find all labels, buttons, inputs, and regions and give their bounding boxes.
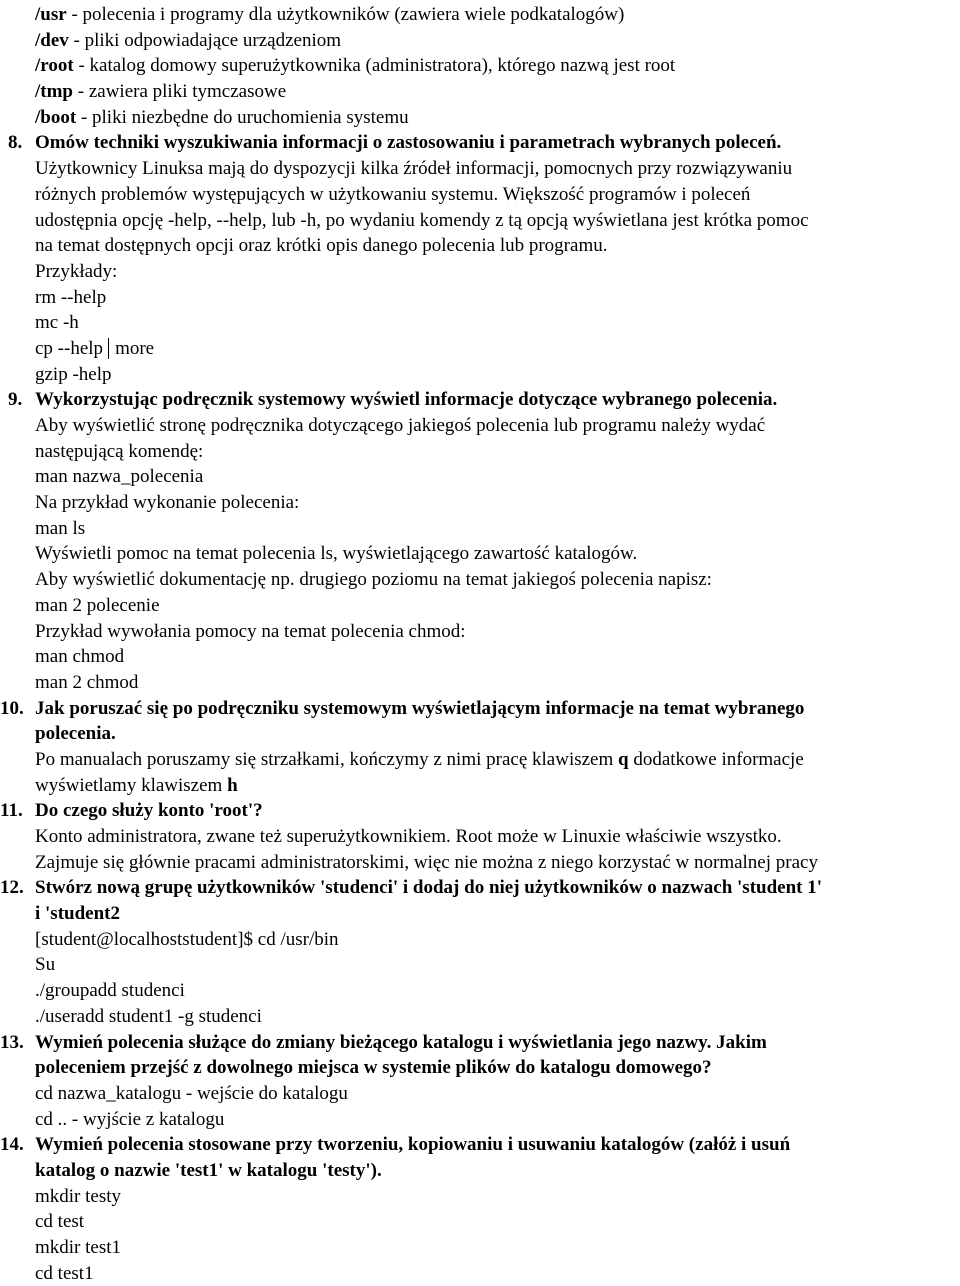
answer-line: różnych problemów występujących w użytkowaniu systemu. Większość programów i poleceń (35, 183, 751, 205)
answer-line: na temat dostępnych opcji oraz krótki opis danego polecenia lub programu. (35, 235, 608, 257)
command-line: cd test1 (35, 1262, 94, 1284)
answer-line: udostępnia opcję -help, --help, lub -h, po wydaniu komendy z tą opcją wyświetlana jest krótka pomoc (35, 209, 809, 231)
answer-text: dodatkowe informacje (628, 748, 804, 770)
answer-line: następującą komendę: (35, 440, 204, 462)
command-line: man chmod (35, 646, 125, 668)
command-line: ./useradd student1 -g studenci (35, 1005, 262, 1027)
command-line: man nazwa_polecenia (35, 466, 204, 488)
question-number: 10. (0, 697, 24, 719)
answer-line: Wyświetli pomoc na temat polecenia ls, wyświetlającego zawartość katalogów. (35, 543, 638, 565)
question-number: 13. (0, 1031, 24, 1053)
question-14-title (0, 1132, 960, 1158)
question-12-title (0, 875, 960, 901)
command-line: man 2 polecenie (35, 594, 160, 616)
question-11-title (0, 798, 960, 824)
dir-desc: - zawiera pliki tymczasowe (73, 81, 287, 103)
question-13-title (0, 1030, 960, 1056)
answer-line: Przykłady: (35, 260, 118, 282)
question-text-cont: polecenia. (35, 723, 116, 745)
dir-path: /dev (35, 29, 69, 51)
question-text: Wymień polecenia służące do zmiany bieżącego katalogu i wyświetlania jego nazwy. Jakim (35, 1031, 767, 1053)
dir-desc: - katalog domowy superużytkownika (administratora), którego nazwą jest root (73, 55, 676, 77)
command-line: mkdir test1 (35, 1237, 122, 1258)
command-line: mc -h (35, 312, 79, 334)
question-text: Jak poruszać się po podręczniku systemowym wyświetlającym informacje na temat wybranego (35, 697, 805, 719)
question-text: Stwórz nową grupę użytkowników 'studenci' i dodaj do niej użytkowników o nazwach 'student 1' (35, 877, 823, 899)
question-10-title (0, 696, 960, 722)
command-line: gzip -help (35, 363, 112, 385)
dir-path: /usr (35, 4, 67, 25)
key-h: h (227, 774, 238, 796)
command-line: mkdir testy (35, 1185, 122, 1207)
command-line: Su (35, 954, 56, 976)
answer-line: Przykład wywołania pomocy na temat polecenia chmod: (35, 620, 466, 642)
question-number: 12. (0, 877, 24, 899)
dir-usr (0, 2, 960, 28)
command-line: cd nazwa_katalogu - wejście do katalogu (35, 1082, 348, 1104)
dir-desc: - pliki odpowiadające urządzeniom (68, 29, 342, 51)
key-q: q (618, 748, 629, 770)
question-text: Wykorzystując podręcznik systemowy wyświetl informacje dotyczące wybranego polecenia. (35, 389, 778, 411)
command-line: man 2 chmod (35, 671, 139, 693)
answer-line (0, 747, 960, 773)
question-9-title (0, 387, 960, 413)
answer-line: Konto administratora, zwane też superużytkownikiem. Root może w Linuxie właściwie wszystko. (35, 826, 782, 847)
pipe-more: more (108, 338, 154, 359)
answer-line (0, 773, 960, 799)
command-line: ./groupadd studenci (35, 980, 185, 1002)
dir-desc: - pliki niezbędne do uruchomienia systemu (76, 106, 409, 128)
command-line: cd .. - wyjście z katalogu (35, 1108, 225, 1130)
dir-dev (0, 28, 960, 54)
dir-boot (0, 105, 960, 131)
question-text: Omów techniki wyszukiwania informacji o zastosowaniu i parametrach wybranych poleceń. (35, 132, 782, 154)
question-number: 11. (0, 800, 23, 822)
command-line: rm --help (35, 286, 107, 308)
pipe-command: cp --help (35, 337, 104, 359)
answer-line: Zajmuje się głównie pracami administratorskimi, więc nie można z niego korzystać w normalnej pracy (35, 851, 818, 873)
command-line-pipe (0, 336, 960, 362)
dir-tmp (0, 79, 960, 105)
command-line: [student@localhoststudent]$ cd /usr/bin (35, 928, 339, 950)
question-8-title (0, 130, 960, 156)
question-text-cont: i 'student2 (35, 903, 120, 925)
question-number: 14. (0, 1134, 24, 1156)
command-line: man ls (35, 517, 86, 539)
question-text-cont: katalog o nazwie 'test1' w katalogu 'testy'). (35, 1159, 382, 1181)
answer-line: Aby wyświetlić dokumentację np. drugiego poziomu na temat jakiegoś polecenia napisz: (35, 569, 712, 591)
dir-desc: - polecenia i programy dla użytkowników (zawiera wiele podkatalogów) (66, 4, 625, 25)
command-line: cd test (35, 1211, 85, 1233)
answer-line: Aby wyświetlić stronę podręcznika dotyczącego jakiegoś polecenia lub programu należy wydać (35, 415, 766, 436)
dir-path: /root (35, 55, 74, 77)
question-text: Wymień polecenia stosowane przy tworzeniu, kopiowaniu i usuwaniu katalogów (załóż i usuń (35, 1134, 791, 1156)
answer-text: wyświetlamy klawiszem (35, 774, 228, 796)
question-number: 8. (8, 132, 23, 154)
answer-line: Użytkownicy Linuksa mają do dyspozycji kilka źródeł informacji, pomocnych przy rozwiązywaniu (35, 158, 793, 180)
dir-path: /tmp (35, 81, 73, 103)
dir-root (0, 53, 960, 79)
answer-line: Na przykład wykonanie polecenia: (35, 492, 300, 514)
question-text-cont: poleceniem przejść z dowolnego miejsca w systemie plików do katalogu domowego? (35, 1057, 712, 1079)
dir-path: /boot (35, 106, 77, 128)
answer-text: Po manualach poruszamy się strzałkami, kończymy z nimi pracę klawiszem (35, 748, 619, 770)
question-number: 9. (8, 389, 23, 411)
question-text: Do czego służy konto 'root'? (35, 800, 263, 822)
